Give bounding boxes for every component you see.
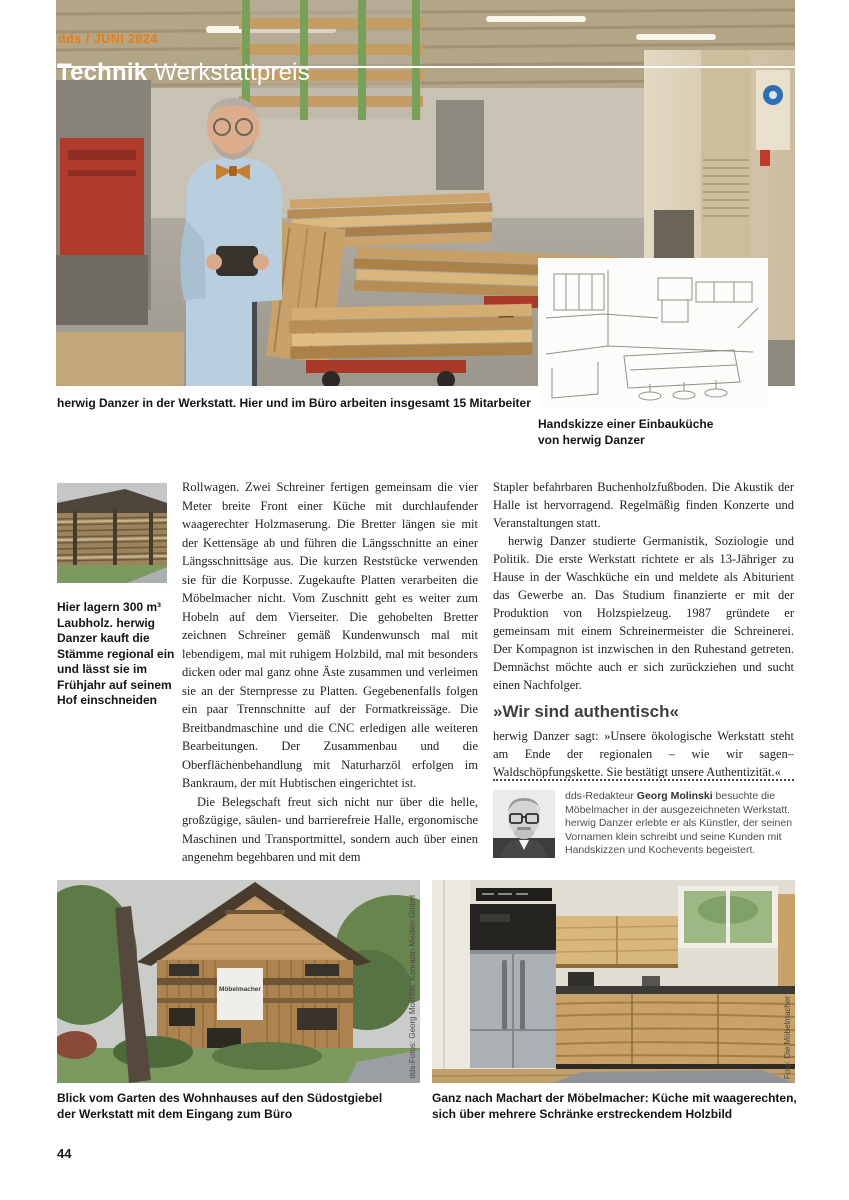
author-bio-text: besuchte die Möbelmacher in der ausgezeichneten Werkstatt. herwig Danzer erlebte er als Künstler, der seinen Vornamen klein schreibt und seine Kunden mit Handskizzen und Kochevents begeistert. [565,790,793,856]
house-photo-caption [57,1091,382,1122]
caption-line: sich über mehrere Schränke erstreckendem Holzbild [432,1106,733,1121]
wood-caption-line: Frühjahr auf seinem [57,677,172,692]
house-illustration [57,880,420,1083]
wood-caption-line: Laubholz. herwig [57,615,155,630]
house-photo [57,880,420,1083]
article-paragraph: Die Belegschaft freut sich nicht nur über die helle, großzügige, säulen- und barrierefreie Halle, ergonomische Maschinen und Transportmittel, sondern auch über einen angenehm begehbaren und mit dem [182,794,478,864]
photo-credit-left: dds-Fotos: Georg Molinski, Konradin Medien GmbH [408,895,417,1079]
sketch-caption [538,417,713,448]
author-name: Georg Molinski [636,790,713,802]
article-column-2 [493,478,794,778]
page-number: 44 [57,1146,72,1161]
kitchen-photo-caption [432,1091,797,1122]
wood-caption-line: Hof einschneiden [57,693,158,707]
article-paragraph: Stapler befahrbaren Buchenholzfußboden. Die Akustik der Halle ist hervorragend. Regelmäßig finden Konzerte und Veranstaltungen statt. [493,480,794,530]
article-paragraph: herwig Danzer sagt: »Unsere ökologische Werkstatt steht am Ende der regionalen – wie wir sagen– Waldschöpfungskette. Sie bestätigt unsere Authentizität.« [493,729,794,778]
author-portrait-illustration [493,790,555,858]
sketch-caption-line: von herwig Danzer [538,432,645,447]
section-name: Technik [57,59,148,86]
sketch-inset-photo [538,258,768,408]
article-column-1 [182,478,478,878]
wood-stock-caption [57,600,174,709]
hero-caption: herwig Danzer in der Werkstatt. Hier und im Büro arbeiten insgesamt 15 Mitarbeiter [57,396,531,410]
caption-line: Ganz nach Machart der Möbelmacher: Küche mit waagerechten, [432,1091,797,1105]
article-topic: Werkstattpreis [154,59,310,86]
kitchen-illustration [432,880,795,1083]
caption-line: Blick vom Garten des Wohnhauses auf den Südostgiebel [57,1091,383,1105]
lumber-stack-illustration [57,483,167,583]
page-title [57,59,310,87]
article-subheading: »Wir sind authentisch« [493,702,679,721]
wood-caption-line: und lässt sie im [57,662,148,676]
wood-caption-line: Danzer kauft die [57,631,150,645]
issue-kicker: dds / JUNI 2024 [58,32,158,46]
wood-caption-line: Stämme regional ein [57,646,175,661]
photo-credit-right: Foto: Die Möbelmacher [783,995,792,1079]
kitchen-photo [432,880,795,1083]
article-paragraph: Rollwagen. Zwei Schreiner fertigen gemeinsam die vier Meter breite Front einer Küche mit durchlaufender waagerechter Holzmaserung. Die Bretter längen sie mit der Kettensäge ab und führen die Längsschnitte an einer Längsschnittsäge aus. Die kurzen Reststücke verwenden sie für die Korpusse. Zugekaufte Platten verarbeiten die Möbelmacher nicht. Vom Zuschnitt geht es weiter zum Hobeln auf dem Vierseiter. Die gehobelten Bretter zeichnen Schreiner gemäß Kundenwunsch mal mit lebendigem, mal mit ruhigem Holzbild, mal mit besonders dicken oder mal ganz ohne Äste zusammen und verleimen sie an der Sternpresse zu Platten. Gegebenenfalls folgen ein paar Trennschnitte auf der Formatkreissäge. Die Breitbandmaschine und die CNC erledigen alle weiteren Bearbeitungen. Der Zusammenbau und die Oberflächenbehandlung mit Naturharzöl erfolgen im Bankraum, der mit Hubtischen eingerichtet ist. [182,480,478,790]
article-paragraph: herwig Danzer studierte Germanistik, Soziologie und Politik. Die erste Werkstatt richtete er als 13-Jähriger zu Hause in der Waschküche ein und meldete als Abiturient das Gewerbe an. Das Studium finanzierte er mit der Produktion von Holzspielzeug. 1987 gründete er gemeinsam mit einem Schreinermeister die Schreinerei. Der Kompagnon ist inzwischen in den Ruhestand getreten. Demnächst möchte auch er sich zurückziehen und sucht einen Nachfolger. [493,534,794,692]
author-bio-prefix: dds-Redakteur [565,790,637,802]
house-banner-text: Möbelmacher [219,986,261,993]
kitchen-sketch-illustration [538,258,768,408]
wood-stock-photo [57,483,167,583]
wood-caption-line: Hier lagern 300 m³ [57,600,162,614]
author-box [493,779,794,858]
caption-line: der Werkstatt mit dem Eingang zum Büro [57,1106,293,1121]
author-portrait [493,790,555,858]
sketch-caption-line: Handskizze einer Einbauküche [538,417,714,431]
